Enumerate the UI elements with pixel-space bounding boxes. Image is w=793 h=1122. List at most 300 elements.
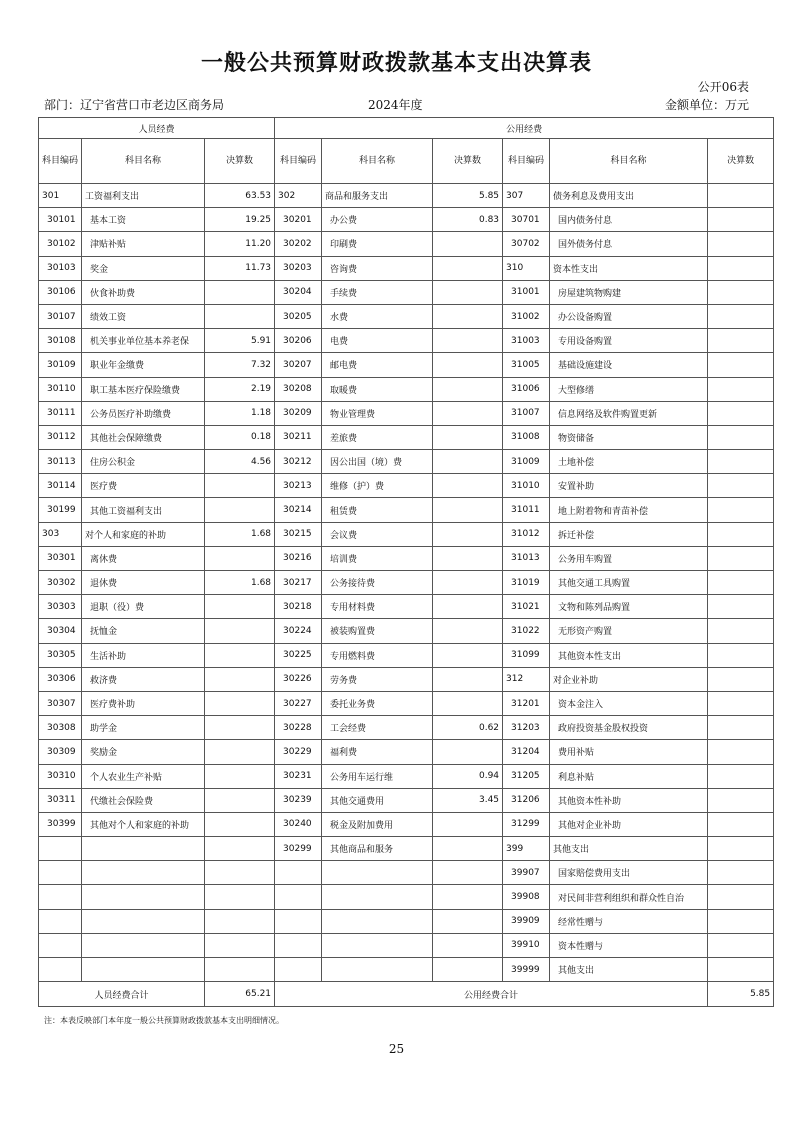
subject-code: 307: [503, 184, 550, 208]
amount-value: [205, 474, 275, 498]
subject-code: 30239: [275, 788, 322, 812]
subject-code: 30225: [275, 643, 322, 667]
amount-value: [205, 740, 275, 764]
col-name: 科目名称: [322, 139, 433, 184]
amount-value: 1.68: [205, 522, 275, 546]
subject-name: 医疗费: [82, 474, 205, 498]
subject-name: 专用设备购置: [550, 329, 708, 353]
subject-code: 30309: [39, 740, 82, 764]
subject-name: 地上附着物和青苗补偿: [550, 498, 708, 522]
amount-value: [205, 861, 275, 885]
amount-value: [205, 619, 275, 643]
subject-name: 政府投资基金股权投资: [550, 716, 708, 740]
subject-name: 生活补助: [82, 643, 205, 667]
table-row: [39, 256, 774, 280]
subject-code: 30307: [39, 691, 82, 715]
col-name: 科目名称: [550, 139, 708, 184]
table-header-columns: [39, 139, 774, 184]
subject-code: 30101: [39, 208, 82, 232]
table-row: [39, 474, 774, 498]
amount-value: [433, 232, 503, 256]
table-row: [39, 740, 774, 764]
amount-value: [205, 667, 275, 691]
amount-value: [433, 595, 503, 619]
subject-name: [82, 909, 205, 933]
table-row: [39, 716, 774, 740]
subject-code: 31201: [503, 691, 550, 715]
subject-code: 30108: [39, 329, 82, 353]
subject-code: 31011: [503, 498, 550, 522]
amount-value: [708, 595, 774, 619]
amount-value: [708, 812, 774, 836]
amount-value: [433, 280, 503, 304]
subject-code: 30217: [275, 571, 322, 595]
subject-code: [39, 958, 82, 982]
subject-code: 31299: [503, 812, 550, 836]
subject-code: 31203: [503, 716, 550, 740]
subject-code: 31021: [503, 595, 550, 619]
subject-code: 30102: [39, 232, 82, 256]
subject-name: 奖金: [82, 256, 205, 280]
amount-value: [433, 546, 503, 570]
amount-value: 0.62: [433, 716, 503, 740]
amount-value: [205, 837, 275, 861]
subject-code: 39907: [503, 861, 550, 885]
subject-code: 30310: [39, 764, 82, 788]
subject-name: 助学金: [82, 716, 205, 740]
amount-value: 1.18: [205, 401, 275, 425]
amount-value: 5.85: [433, 184, 503, 208]
subject-code: 30111: [39, 401, 82, 425]
amount-value: [433, 377, 503, 401]
department-label: 部门：辽宁省营口市老边区商务局: [44, 98, 225, 112]
subject-code: 310: [503, 256, 550, 280]
subject-name: 税金及附加费用: [322, 812, 433, 836]
amount-value: [205, 812, 275, 836]
subject-code: 31206: [503, 788, 550, 812]
amount-value: [205, 788, 275, 812]
amount-value: [433, 450, 503, 474]
subject-name: [322, 861, 433, 885]
subject-name: 医疗费补助: [82, 691, 205, 715]
subject-name: 无形资产购置: [550, 619, 708, 643]
subject-code: 30229: [275, 740, 322, 764]
subject-code: [275, 909, 322, 933]
amount-value: [433, 837, 503, 861]
subject-code: [39, 837, 82, 861]
amount-value: 19.25: [205, 208, 275, 232]
subject-name: 其他社会保障缴费: [82, 425, 205, 449]
subject-code: 30224: [275, 619, 322, 643]
subject-name: 个人农业生产补贴: [82, 764, 205, 788]
amount-value: [205, 304, 275, 328]
subject-code: 30207: [275, 353, 322, 377]
amount-value: [433, 691, 503, 715]
subject-name: 商品和服务支出: [322, 184, 433, 208]
subject-name: 物资储备: [550, 425, 708, 449]
amount-value: [708, 764, 774, 788]
col-amount: 决算数: [708, 139, 774, 184]
amount-value: [205, 716, 275, 740]
amount-value: [433, 304, 503, 328]
subject-code: 31002: [503, 304, 550, 328]
table-row: [39, 450, 774, 474]
subject-code: 39999: [503, 958, 550, 982]
subject-name: 奖励金: [82, 740, 205, 764]
subject-name: 信息网络及软件购置更新: [550, 401, 708, 425]
subject-name: 公务接待费: [322, 571, 433, 595]
subject-code: 30209: [275, 401, 322, 425]
table-row: [39, 208, 774, 232]
subject-name: 其他资本性补助: [550, 788, 708, 812]
col-code: 科目编码: [39, 139, 82, 184]
subject-name: 其他交通工具购置: [550, 571, 708, 595]
subject-code: 31007: [503, 401, 550, 425]
subject-code: 30240: [275, 812, 322, 836]
amount-value: [708, 232, 774, 256]
subject-code: 31204: [503, 740, 550, 764]
subject-name: 其他支出: [550, 958, 708, 982]
subject-name: 代缴社会保险费: [82, 788, 205, 812]
amount-value: [433, 401, 503, 425]
subject-code: 301: [39, 184, 82, 208]
subject-code: 399: [503, 837, 550, 861]
subject-code: 30214: [275, 498, 322, 522]
subject-code: 30308: [39, 716, 82, 740]
subject-name: 文物和陈列品购置: [550, 595, 708, 619]
subject-name: [322, 909, 433, 933]
subject-name: 培训费: [322, 546, 433, 570]
table-row: [39, 377, 774, 401]
amount-value: [205, 933, 275, 957]
amount-value: [433, 571, 503, 595]
subject-name: 职业年金缴费: [82, 353, 205, 377]
page-title: 一般公共预算财政拨款基本支出决算表: [200, 51, 592, 76]
amount-value: [708, 329, 774, 353]
subject-name: 对民间非营利组织和群众性自治: [550, 885, 708, 909]
table-row: [39, 861, 774, 885]
amount-value: [708, 909, 774, 933]
subject-name: 其他商品和服务: [322, 837, 433, 861]
subject-code: [39, 861, 82, 885]
personnel-total-value: 65.21: [205, 982, 275, 1007]
subject-name: 咨询费: [322, 256, 433, 280]
subject-code: 30213: [275, 474, 322, 498]
subject-code: 31013: [503, 546, 550, 570]
amount-value: [708, 619, 774, 643]
amount-value: 5.91: [205, 329, 275, 353]
public-total-value: 5.85: [708, 982, 774, 1007]
amount-value: [708, 184, 774, 208]
amount-value: [708, 788, 774, 812]
table-row: [39, 764, 774, 788]
subject-code: 31099: [503, 643, 550, 667]
table-row: [39, 885, 774, 909]
amount-value: [708, 885, 774, 909]
subject-name: 专用材料费: [322, 595, 433, 619]
subject-code: 30303: [39, 595, 82, 619]
subject-code: 31005: [503, 353, 550, 377]
amount-value: [433, 498, 503, 522]
subject-code: 30110: [39, 377, 82, 401]
subject-name: 资本性支出: [550, 256, 708, 280]
amount-value: [708, 837, 774, 861]
subject-name: [82, 837, 205, 861]
table-header-group: [39, 118, 774, 139]
subject-code: 30304: [39, 619, 82, 643]
subject-code: 30212: [275, 450, 322, 474]
subject-name: 机关事业单位基本养老保: [82, 329, 205, 353]
amount-value: [708, 740, 774, 764]
subject-code: 30227: [275, 691, 322, 715]
totals-row: [39, 982, 774, 1007]
table-row: [39, 329, 774, 353]
table-row: [39, 958, 774, 982]
table-row: [39, 812, 774, 836]
subject-name: 邮电费: [322, 353, 433, 377]
amount-value: [708, 546, 774, 570]
amount-value: [708, 450, 774, 474]
amount-value: [433, 353, 503, 377]
subject-name: 专用燃料费: [322, 643, 433, 667]
subject-code: 31008: [503, 425, 550, 449]
amount-value: 0.83: [433, 208, 503, 232]
subject-code: 30216: [275, 546, 322, 570]
subject-name: 手续费: [322, 280, 433, 304]
subject-name: 工会经费: [322, 716, 433, 740]
year-label: 2024年度: [368, 98, 423, 112]
amount-value: [433, 861, 503, 885]
amount-value: [205, 764, 275, 788]
subject-code: 30215: [275, 522, 322, 546]
subject-code: 30299: [275, 837, 322, 861]
table-row: [39, 933, 774, 957]
amount-value: [708, 401, 774, 425]
amount-value: [205, 958, 275, 982]
subject-code: 31010: [503, 474, 550, 498]
subject-code: 30226: [275, 667, 322, 691]
subject-code: 31205: [503, 764, 550, 788]
subject-name: 经常性赠与: [550, 909, 708, 933]
table-row: [39, 232, 774, 256]
subject-code: [275, 933, 322, 957]
amount-value: [433, 425, 503, 449]
amount-value: [708, 280, 774, 304]
table-row: [39, 184, 774, 208]
amount-value: [708, 304, 774, 328]
amount-value: [205, 885, 275, 909]
amount-value: 7.32: [205, 353, 275, 377]
subject-code: 30204: [275, 280, 322, 304]
amount-value: [708, 643, 774, 667]
table-note: 注：本表反映部门本年度一般公共预算财政拨款基本支出明细情况。: [44, 1016, 284, 1025]
expenditure-table: [38, 117, 774, 1007]
amount-value: [708, 498, 774, 522]
amount-value: [205, 691, 275, 715]
amount-value: [708, 522, 774, 546]
amount-value: [708, 691, 774, 715]
table-row: [39, 909, 774, 933]
subject-code: 30231: [275, 764, 322, 788]
subject-name: 维修（护）费: [322, 474, 433, 498]
subject-code: 31006: [503, 377, 550, 401]
subject-code: 30201: [275, 208, 322, 232]
subject-name: 对个人和家庭的补助: [82, 522, 205, 546]
subject-code: 39910: [503, 933, 550, 957]
subject-code: 30306: [39, 667, 82, 691]
amount-value: [433, 933, 503, 957]
public-total-label: 公用经费合计: [275, 982, 708, 1007]
subject-code: 30205: [275, 304, 322, 328]
subject-code: 30701: [503, 208, 550, 232]
subject-name: 基本工资: [82, 208, 205, 232]
subject-code: 312: [503, 667, 550, 691]
subject-code: 31022: [503, 619, 550, 643]
table-row: [39, 546, 774, 570]
subject-name: 绩效工资: [82, 304, 205, 328]
form-code: 公开06表: [697, 80, 749, 94]
subject-name: 物业管理费: [322, 401, 433, 425]
subject-name: 基础设施建设: [550, 353, 708, 377]
amount-value: [433, 256, 503, 280]
amount-value: [708, 377, 774, 401]
subject-name: [82, 933, 205, 957]
table-row: [39, 667, 774, 691]
amount-value: [433, 958, 503, 982]
subject-code: 31019: [503, 571, 550, 595]
subject-code: 30218: [275, 595, 322, 619]
table-row: [39, 353, 774, 377]
amount-value: [708, 571, 774, 595]
amount-value: [205, 909, 275, 933]
amount-value: [708, 667, 774, 691]
subject-code: 30203: [275, 256, 322, 280]
table-row: [39, 788, 774, 812]
amount-value: 4.56: [205, 450, 275, 474]
subject-name: 差旅费: [322, 425, 433, 449]
subject-code: 30106: [39, 280, 82, 304]
amount-value: [708, 474, 774, 498]
personnel-header: 人员经费: [39, 118, 275, 139]
subject-name: 租赁费: [322, 498, 433, 522]
amount-value: [708, 716, 774, 740]
amount-value: [205, 595, 275, 619]
page-number: 25: [388, 1042, 405, 1056]
subject-name: 公务用车购置: [550, 546, 708, 570]
subject-name: 取暖费: [322, 377, 433, 401]
amount-value: 63.53: [205, 184, 275, 208]
amount-value: [433, 885, 503, 909]
subject-name: 劳务费: [322, 667, 433, 691]
subject-name: 资本金注入: [550, 691, 708, 715]
subject-code: 30202: [275, 232, 322, 256]
subject-name: [82, 861, 205, 885]
subject-code: [275, 861, 322, 885]
subject-code: 30206: [275, 329, 322, 353]
subject-name: 水费: [322, 304, 433, 328]
amount-value: [433, 329, 503, 353]
table-row: [39, 401, 774, 425]
table-row: [39, 571, 774, 595]
subject-name: 抚恤金: [82, 619, 205, 643]
subject-name: 福利费: [322, 740, 433, 764]
col-code: 科目编码: [503, 139, 550, 184]
public-header: 公用经费: [275, 118, 774, 139]
amount-value: [205, 643, 275, 667]
subject-code: 302: [275, 184, 322, 208]
amount-value: 0.94: [433, 764, 503, 788]
subject-name: 债务利息及费用支出: [550, 184, 708, 208]
subject-name: 其他支出: [550, 837, 708, 861]
table-row: [39, 522, 774, 546]
subject-name: 其他资本性支出: [550, 643, 708, 667]
subject-name: 委托业务费: [322, 691, 433, 715]
subject-name: 职工基本医疗保险缴费: [82, 377, 205, 401]
subject-code: 30113: [39, 450, 82, 474]
subject-name: 对企业补助: [550, 667, 708, 691]
subject-code: [275, 958, 322, 982]
subject-code: 30107: [39, 304, 82, 328]
subject-code: 30103: [39, 256, 82, 280]
subject-name: 会议费: [322, 522, 433, 546]
amount-value: [433, 667, 503, 691]
amount-value: 0.18: [205, 425, 275, 449]
subject-code: 30702: [503, 232, 550, 256]
subject-name: 电费: [322, 329, 433, 353]
subject-name: 房屋建筑物购建: [550, 280, 708, 304]
subject-name: 国家赔偿费用支出: [550, 861, 708, 885]
amount-value: 1.68: [205, 571, 275, 595]
subject-code: 31001: [503, 280, 550, 304]
subject-code: 30228: [275, 716, 322, 740]
table-row: [39, 304, 774, 328]
subject-name: 津贴补贴: [82, 232, 205, 256]
amount-value: 3.45: [433, 788, 503, 812]
subject-name: 因公出国（境）费: [322, 450, 433, 474]
subject-code: 30399: [39, 812, 82, 836]
col-code: 科目编码: [275, 139, 322, 184]
table-row: [39, 595, 774, 619]
subject-name: 退休费: [82, 571, 205, 595]
subject-name: [82, 958, 205, 982]
amount-value: [433, 619, 503, 643]
subject-name: [322, 885, 433, 909]
table-row: [39, 837, 774, 861]
subject-name: 国外债务付息: [550, 232, 708, 256]
subject-code: 30208: [275, 377, 322, 401]
subject-name: 国内债务付息: [550, 208, 708, 232]
subject-code: 30199: [39, 498, 82, 522]
amount-value: [433, 812, 503, 836]
subject-name: 退职（役）费: [82, 595, 205, 619]
subject-name: 公务用车运行维: [322, 764, 433, 788]
amount-value: [708, 958, 774, 982]
unit-label: 金额单位：万元: [664, 98, 749, 112]
table-row: [39, 425, 774, 449]
table-row: [39, 691, 774, 715]
amount-value: 11.73: [205, 256, 275, 280]
subject-code: 30311: [39, 788, 82, 812]
subject-code: 39909: [503, 909, 550, 933]
subject-name: 其他交通费用: [322, 788, 433, 812]
subject-code: 39908: [503, 885, 550, 909]
subject-name: 安置补助: [550, 474, 708, 498]
amount-value: [205, 498, 275, 522]
amount-value: [433, 643, 503, 667]
subject-name: 其他对企业补助: [550, 812, 708, 836]
amount-value: [433, 474, 503, 498]
table-row: [39, 280, 774, 304]
